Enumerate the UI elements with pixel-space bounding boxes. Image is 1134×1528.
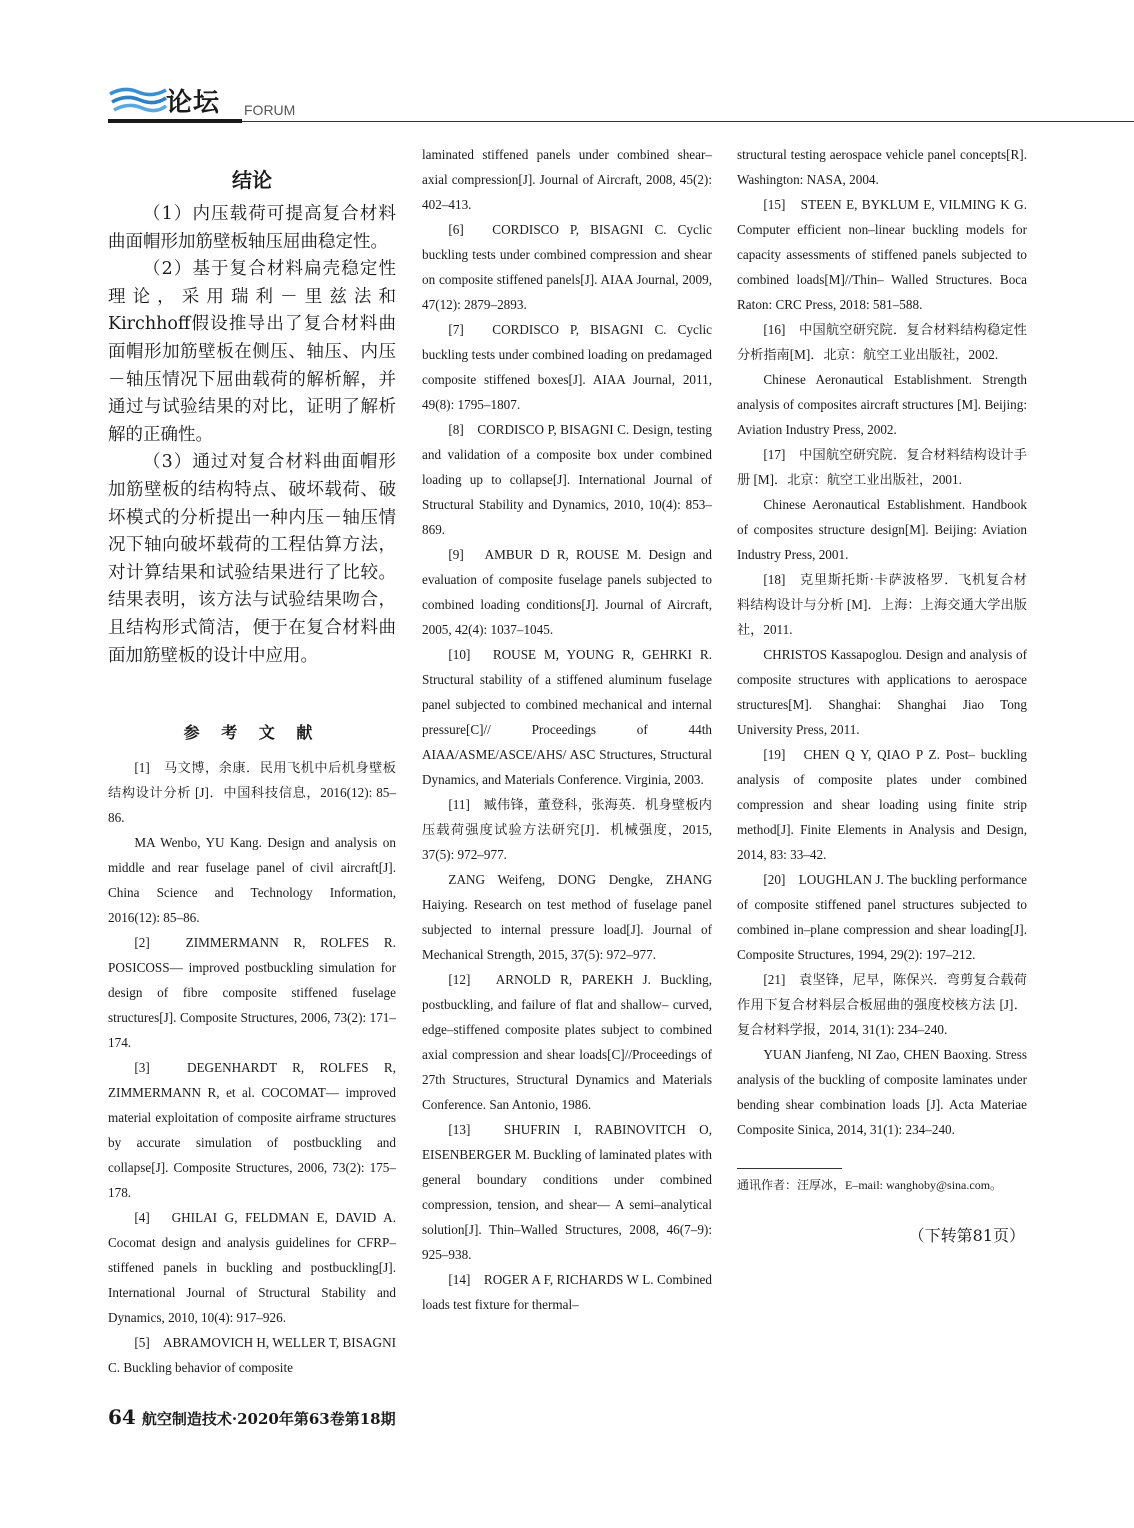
- header-rule-thick: [108, 119, 242, 123]
- continued-note: （下转第81页）: [908, 1226, 1025, 1245]
- reference-entry: [4] GHILAI G, FELDMAN E, DAVID A. Cocomat design and analysis guidelines for CFRP–stiffened panels in buckling and postbuckling[J]. International Journal of Structural Stability and Dynamics, 2010, 10(4): 917–926.: [108, 1210, 396, 1326]
- reference-entry: [3] DEGENHARDT R, ROLFES R, ZIMMERMANN R, et al. COCOMAT— improved material exploitation of composite airframe structures by accurate simulation of postbuckling and collapse[J]. Composite Structures, 2006, 73(2): 175–178.: [108, 1060, 396, 1201]
- reference-entry: [13] SHUFRIN I, RABINOVITCH O, EISENBERGER M. Buckling of laminated plates with general boundary conditions under combined compression, tension, and shear— A semi–analytical solution[J]. Thin–Walled Structures, 2008, 46(7–9): 925–938.: [422, 1122, 712, 1262]
- reference-list-col2: [422, 142, 712, 1317]
- section-title: 论坛: [166, 88, 221, 118]
- conclusion-body: [108, 201, 396, 670]
- reference-entry: [7] CORDISCO P, BISAGNI C. Cyclic buckling tests under combined loading on predamaged composite stiffened boxes[J]. AIAA Journal, 2011, 49(8): 1795–1807.: [422, 322, 712, 412]
- reference-entry: [1] 马文博，余康．民用飞机中后机身壁板结构设计分析 [J]．中国科技信息，2016(12): 85–86.: [108, 760, 396, 826]
- reference-entry: [6] CORDISCO P, BISAGNI C. Cyclic buckling tests under combined compression and shear on composite stiffened panels[J]. AIAA Journal, 2009, 47(12): 2879–2893.: [422, 222, 712, 312]
- page-footer: [108, 1405, 396, 1429]
- reference-entry: [11] 臧伟锋，董登科，张海英．机身壁板内压载荷强度试验方法研究[J]．机械强度，2015, 37(5): 972–977.: [422, 797, 712, 862]
- reference-entry: structural testing aerospace vehicle panel concepts[R]. Washington: NASA, 2004.: [737, 147, 1027, 187]
- reference-entry: [2] ZIMMERMANN R, ROLFES R. POSICOSS— improved postbuckling simulation for design of fibre composite stiffened fuselage structures[J]. Composite Structures, 2006, 73(2): 171–174.: [108, 935, 396, 1051]
- reference-entry: Chinese Aeronautical Establishment. Handbook of composites structure design[M]. Beijing: Aviation Industry Press, 2001.: [737, 497, 1027, 562]
- reference-entry: [5] ABRAMOVICH H, WELLER T, BISAGNI C. Buckling behavior of composite: [108, 1335, 396, 1376]
- waves-logo-icon: [108, 84, 168, 118]
- conclusion-paragraph: （3）通过对复合材料曲面帽形加筋壁板的结构特点、破坏载荷、破坏模式的分析提出一种内压－轴压情况下轴向破坏载荷的工程估算方法，对计算结果和试验结果进行了比较。结果表明，该方法与试验结果吻合，且结构形式简洁，便于在复合材料曲面加筋壁板的设计中应用。: [108, 452, 396, 666]
- reference-entry: YUAN Jianfeng, NI Zao, CHEN Baoxing. Stress analysis of the buckling of composite laminates under bending shear combination loads [J]. Acta Materiae Composite Sinica, 2014, 31(1): 234–240.: [737, 1047, 1027, 1137]
- reference-entry: [18] 克里斯托斯·卡萨波格罗．飞机复合材料结构设计与分析 [M]．上海：上海交通大学出版社，2011.: [737, 572, 1027, 637]
- conclusion-paragraph: （2）基于复合材料扁壳稳定性理论，采用瑞利－里兹法和Kirchhoff假设推导出了复合材料曲面帽形加筋壁板在侧压、轴压、内压－轴压情况下屈曲载荷的解析解，并通过与试验结果的对比，证明了解析解的正确性。: [108, 259, 396, 445]
- reference-entry: [8] CORDISCO P, BISAGNI C. Design, testing and validation of a composite box under combined loading up to collapse[J]. International Journal of Structural Stability and Dynamics, 2010, 10(4): 853–869.: [422, 422, 712, 537]
- reference-entry: [20] LOUGHLAN J. The buckling performance of composite stiffened panel structures subjected to combined in–plane compression and shear loading[J]. Composite Structures, 1994, 29(2): 197–212.: [737, 872, 1027, 962]
- reference-entry: laminated stiffened panels under combined shear–axial compression[J]. Journal of Aircraft, 2008, 45(2): 402–413.: [422, 147, 712, 212]
- reference-entry: [17] 中国航空研究院．复合材料结构设计手册 [M]．北京：航空工业出版社，2001.: [737, 447, 1027, 487]
- correspondence-note: 通讯作者：汪厚冰，E–mail: wanghoby@sina.com。: [737, 1178, 1003, 1192]
- references-title: 参 考 文 献: [183, 723, 321, 743]
- journal-info: 航空制造技术·2020年第63卷第18期: [141, 1410, 396, 1428]
- reference-entry: [12] ARNOLD R, PAREKH J. Buckling, postbuckling, and failure of flat and shallow– curved, edge–stiffened composite plates subject to combined axial compression and shear loads[C]//Proceedings of 27th Structures, Structural Dynamics and Materials Conference. San Antonio, 1986.: [422, 972, 712, 1112]
- section-subtitle: FORUM: [244, 102, 296, 118]
- page-number: 64: [108, 1405, 136, 1429]
- footnote-rule: [737, 1168, 842, 1169]
- reference-entry: ZANG Weifeng, DONG Dengke, ZHANG Haiying. Research on test method of fuselage panel subjected to internal pressure load[J]. Journal of Mechanical Strength, 2015, 37(5): 972–977.: [422, 872, 712, 962]
- conclusion-title: 结论: [232, 168, 272, 192]
- reference-list-col1: [108, 755, 396, 1380]
- reference-list-col3: [737, 142, 1027, 1142]
- reference-entry: [15] STEEN E, BYKLUM E, VILMING K G. Computer efficient non–linear buckling models for capacity assessments of stiffened panels subjected to combined loads[M]//Thin– Walled Structures. Boca Raton: CRC Press, 2018: 581–588.: [737, 197, 1027, 312]
- column-3: [737, 142, 1027, 1246]
- column-1: [108, 142, 396, 1380]
- page-header: [108, 78, 1134, 126]
- reference-entry: [10] ROUSE M, YOUNG R, GEHRKI R. Structural stability of a stiffened aluminum fuselage panel subjected to combined mechanical and internal pressure[C]// Proceedings of 44th AIAA/ASME/ASCE/AHS/ ASC Structures, Structural Dynamics, and Materials Conference. Virginia, 2003.: [422, 647, 712, 787]
- reference-entry: [16] 中国航空研究院．复合材料结构稳定性分析指南[M]．北京：航空工业出版社，2002.: [737, 322, 1027, 362]
- column-2: [422, 142, 712, 1317]
- reference-entry: [14] ROGER A F, RICHARDS W L. Combined loads test fixture for thermal–: [422, 1272, 712, 1312]
- reference-entry: [21] 袁坚锋，尼早，陈保兴．弯剪复合载荷作用下复合材料层合板屈曲的强度校核方法 [J]．复合材料学报，2014, 31(1): 234–240.: [737, 972, 1027, 1037]
- reference-entry: [9] AMBUR D R, ROUSE M. Design and evaluation of composite fuselage panels subjected to combined loading conditions[J]. Journal of Aircraft, 2005, 42(4): 1037–1045.: [422, 547, 712, 637]
- reference-entry: [19] CHEN Q Y, QIAO P Z. Post– buckling analysis of composite plates under combined compression and shear loading using finite strip method[J]. Finite Elements in Analysis and Design, 2014, 83: 33–42.: [737, 747, 1027, 862]
- reference-entry: CHRISTOS Kassapoglou. Design and analysis of composite structures with applications to aerospace structures[M]. Shanghai: Shanghai Jiao Tong University Press, 2011.: [737, 647, 1027, 737]
- reference-entry: MA Wenbo, YU Kang. Design and analysis on middle and rear fuselage panel of civil aircraft[J]. China Science and Technology Information, 2016(12): 85–86.: [108, 835, 396, 926]
- reference-entry: Chinese Aeronautical Establishment. Strength analysis of composites aircraft structures [M]. Beijing: Aviation Industry Press, 2002.: [737, 372, 1027, 437]
- header-rule-thin: [242, 121, 1134, 122]
- conclusion-paragraph: （1）内压载荷可提高复合材料曲面帽形加筋壁板轴压屈曲稳定性。: [108, 204, 396, 252]
